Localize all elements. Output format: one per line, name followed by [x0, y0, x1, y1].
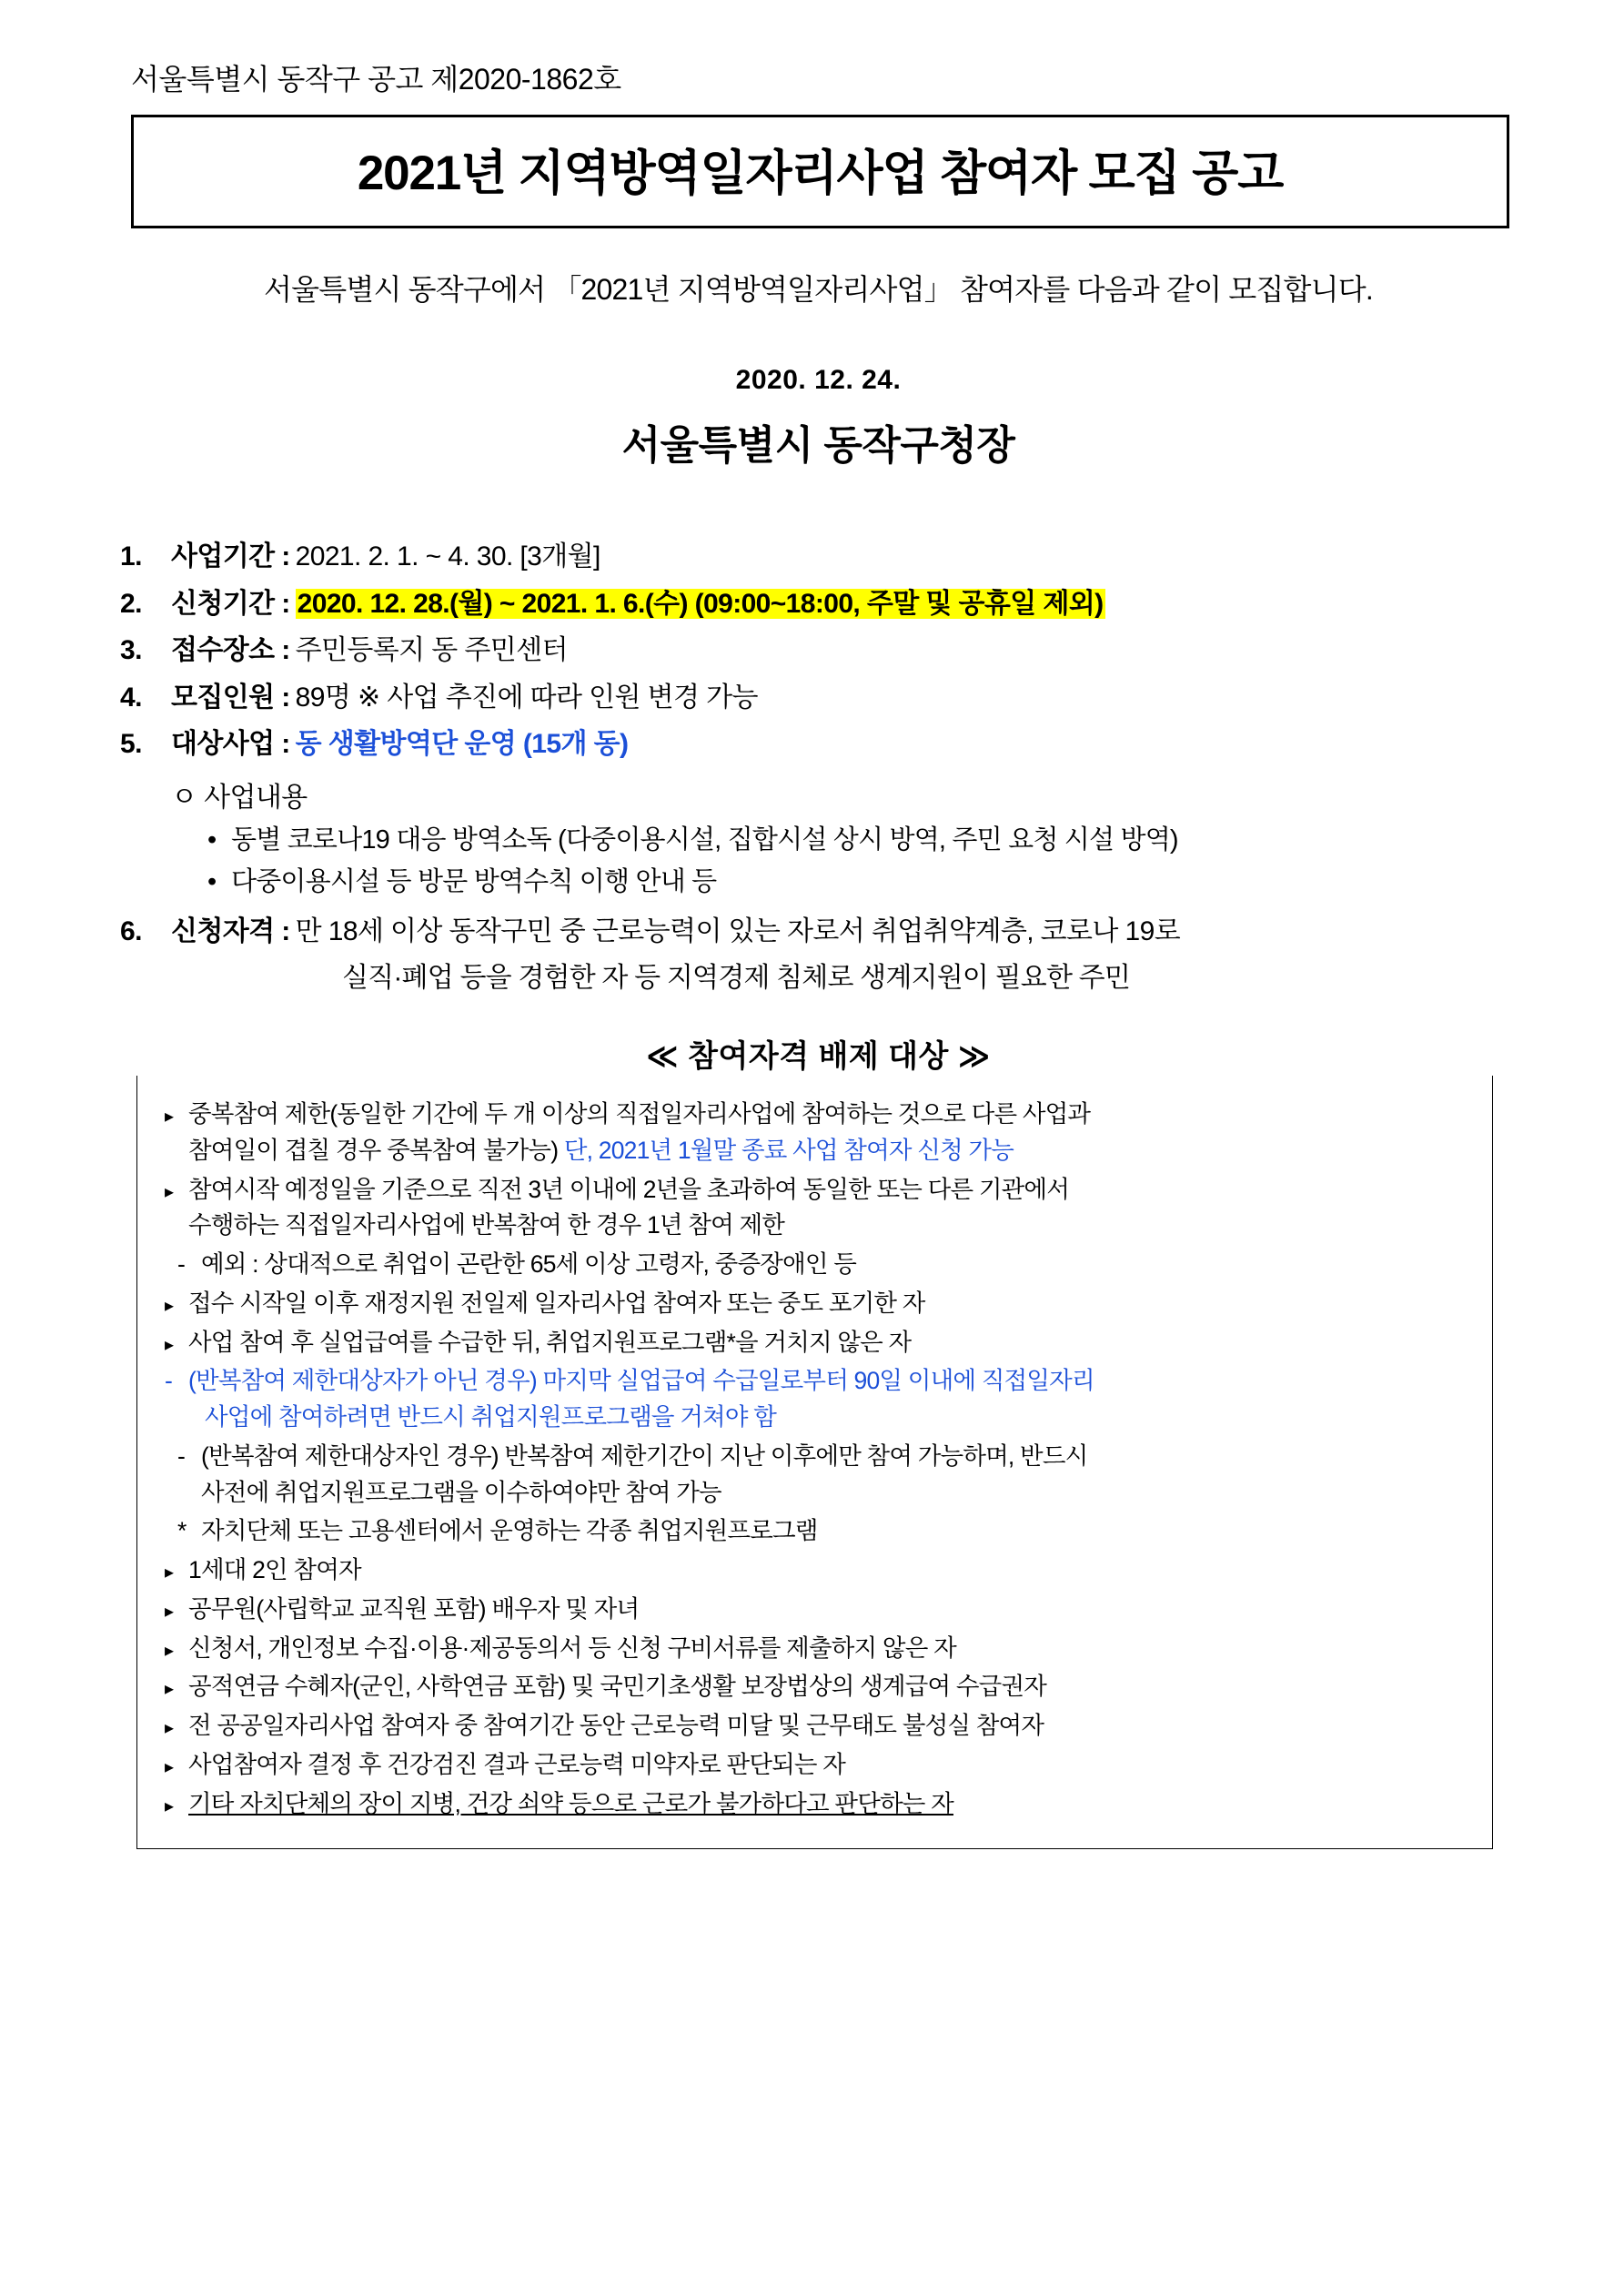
exclusion-text: 공무원(사립학교 교직원 포함) 배우자 및 자녀 — [188, 1594, 640, 1623]
exclusion-line — [165, 1172, 1465, 1245]
exclusion-text-2: 사전에 취업지원프로그램을 이수하여야만 참여 가능 — [201, 1478, 721, 1506]
item-number: 4. — [120, 682, 142, 713]
item-label: 신청자격 : — [171, 915, 290, 946]
item-value: 만 18세 이상 동작구민 중 근로능력이 있는 자로서 취업취약계층, 코로나 19로 — [295, 915, 1181, 946]
list-item-1 — [120, 536, 1517, 578]
exclusion-text: (반복참여 제한대상자가 아닌 경우) 마지막 실업급여 수급일로부터 90일 이내에 직접일자리 — [188, 1367, 1094, 1395]
bullet-dot-icon: • — [207, 824, 217, 855]
exclusion-text: 공적연금 수혜자(군인, 사학연금 포함) 및 국민기초생활 보장법상의 생계급여 수급권자 — [188, 1673, 1047, 1701]
page-title: 2021년 지역방역일자리사업 참여자 모집 공고 — [357, 147, 1284, 200]
exclusion-text: 자치단체 또는 고용센터에서 운영하는 각종 취업지원프로그램 — [201, 1517, 818, 1545]
item-value-highlighted: 2020. 12. 28.(월) ~ 2021. 1. 6.(수) (09:00~18:00, 주말 및 공휴일 제외) — [297, 588, 1104, 619]
arrow-bullet-icon: ▸ — [165, 1107, 174, 1128]
item-number: 3. — [120, 635, 142, 666]
exclusion-line — [165, 1708, 1465, 1745]
bullet-item — [207, 820, 1517, 862]
exclusion-line — [165, 1553, 1465, 1589]
asterisk-bullet-icon: * — [177, 1517, 187, 1545]
item-label: 사업기간 : — [171, 541, 290, 571]
exclusion-box — [136, 1057, 1493, 1849]
item-value: 89명 ※ 사업 추진에 따라 인원 변경 가능 — [295, 682, 758, 713]
item-label: 신청기간 : — [171, 588, 290, 619]
arrow-bullet-icon: ▸ — [165, 1718, 174, 1739]
arrow-bullet-icon: ▸ — [165, 1334, 174, 1355]
exclusion-line — [165, 1786, 1465, 1823]
item-number: 1. — [120, 541, 142, 571]
exclusion-text-2: 수행하는 직접일자리사업에 반복참여 한 경우 1년 참여 제한 — [188, 1211, 785, 1239]
exclusion-line — [165, 1363, 1465, 1436]
item-number: 2. — [120, 588, 142, 619]
exclusion-text-2: 참여일이 겹칠 경우 중복참여 불가능) — [188, 1136, 559, 1164]
list-item-5 — [120, 723, 1517, 765]
item-label: 접수장소 : — [171, 635, 290, 666]
issuer-name: 서울특별시 동작구청장 — [621, 423, 1015, 468]
item-number: 6. — [120, 915, 142, 946]
item-5-bullets — [207, 820, 1517, 904]
item-5-sub-heading: ㅇ 사업내용 — [171, 782, 308, 813]
exclusion-text: 전 공공일자리사업 참여자 중 참여기간 동안 근로능력 미달 및 근무태도 불성실 참여자 — [188, 1712, 1044, 1740]
item-value: 2021. 2. 1. ~ 4. 30. [3개월] — [295, 541, 600, 571]
arrow-bullet-icon: ▸ — [165, 1295, 174, 1316]
exclusion-section-title: ≪ 참여자격 배제 대상 ≫ — [120, 1031, 1517, 1076]
exclusion-line — [165, 1669, 1465, 1705]
exclusion-line — [165, 1631, 1465, 1667]
exclusion-line — [165, 1325, 1465, 1361]
dash-bullet-icon: - — [177, 1441, 186, 1470]
exclusion-line — [177, 1439, 1465, 1512]
item-label: 대상사업 : — [171, 729, 290, 760]
exclusion-line — [165, 1286, 1465, 1322]
item-number: 5. — [120, 729, 142, 760]
exclusion-line — [177, 1247, 1465, 1283]
list-item-4 — [120, 677, 1517, 719]
document-number: 서울특별시 동작구 공고 제2020-1862호 — [131, 63, 621, 96]
exclusion-line — [177, 1513, 1465, 1550]
dash-bullet-icon: - — [177, 1250, 186, 1279]
arrow-bullet-icon: ▸ — [165, 1640, 174, 1661]
bullet-text: 다중이용시설 등 방문 방역수칙 이행 안내 등 — [231, 866, 717, 896]
exclusion-text: 예외 : 상대적으로 취업이 곤란한 65세 이상 고령자, 중증장애인 등 — [201, 1250, 857, 1279]
exclusion-text-blue: 단, 2021년 1월말 종료 사업 참여자 신청 가능 — [558, 1136, 1014, 1164]
exclusion-text: 기타 자치단체의 장이 지병, 건강 쇠약 등으로 근로가 불가하다고 판단하는 자 — [188, 1789, 953, 1817]
bullet-item — [207, 862, 1517, 904]
exclusion-line — [165, 1747, 1465, 1784]
arrow-bullet-icon: ▸ — [165, 1756, 174, 1777]
exclusion-text: 1세대 2인 참여자 — [188, 1556, 361, 1584]
bullet-dot-icon: • — [207, 866, 217, 896]
bullet-text: 동별 코로나19 대응 방역소독 (다중이용시설, 집합시설 상시 방역, 주민 요청 시설 방역) — [231, 824, 1178, 855]
exclusion-text-2: 사업에 참여하려면 반드시 취업지원프로그램을 거쳐야 함 — [205, 1403, 776, 1431]
arrow-bullet-icon: ▸ — [165, 1795, 174, 1816]
list-item-3 — [120, 630, 1517, 672]
item-label: 모집인원 : — [171, 682, 290, 713]
exclusion-text: 사업 참여 후 실업급여를 수급한 뒤, 취업지원프로그램*을 거치지 않은 자 — [188, 1328, 912, 1356]
exclusion-text: (반복참여 제한대상자인 경우) 반복참여 제한기간이 지난 이후에만 참여 가능하며, 반드시 — [201, 1441, 1088, 1470]
exclusion-text: 접수 시작일 이후 재정지원 전일제 일자리사업 참여자 또는 중도 포기한 자 — [188, 1289, 925, 1317]
title-box — [131, 115, 1509, 228]
list-item-6 — [120, 911, 1517, 999]
lead-paragraph: 서울특별시 동작구에서 「2021년 지역방역일자리사업」 참여자를 다음과 같이 모집합니다. — [264, 273, 1373, 306]
exclusion-line — [165, 1592, 1465, 1628]
exclusion-text: 참여시작 예정일을 기준으로 직전 3년 이내에 2년을 초과하여 동일한 또는 다른 기관에서 — [188, 1175, 1070, 1203]
item-value: 주민등록지 동 주민센터 — [295, 635, 568, 666]
arrow-bullet-icon: ▸ — [165, 1601, 174, 1622]
items-list — [120, 536, 1517, 998]
item-value-continued: 실직·폐업 등을 경험한 자 등 지역경제 침체로 생계지원이 필요한 주민 — [342, 963, 1131, 994]
exclusion-text: 사업참여자 결정 후 건강검진 결과 근로능력 미약자로 판단되는 자 — [188, 1750, 846, 1778]
exclusion-text: 중복참여 제한(동일한 기간에 두 개 이상의 직접일자리사업에 참여하는 것으로 다른 사업과 — [188, 1100, 1091, 1128]
exclusion-text: 신청서, 개인정보 수집·이용·제공동의서 등 신청 구비서류를 제출하지 않은 자 — [188, 1633, 956, 1662]
exclusion-line — [165, 1097, 1465, 1169]
issue-date: 2020. 12. 24. — [735, 365, 902, 395]
list-item-2 — [120, 583, 1517, 625]
dash-bullet-icon: - — [165, 1367, 173, 1395]
arrow-bullet-icon: ▸ — [165, 1181, 174, 1202]
arrow-bullet-icon: ▸ — [165, 1563, 174, 1583]
arrow-bullet-icon: ▸ — [165, 1679, 174, 1700]
item-value: 동 생활방역단 운영 (15개 동) — [295, 729, 629, 760]
